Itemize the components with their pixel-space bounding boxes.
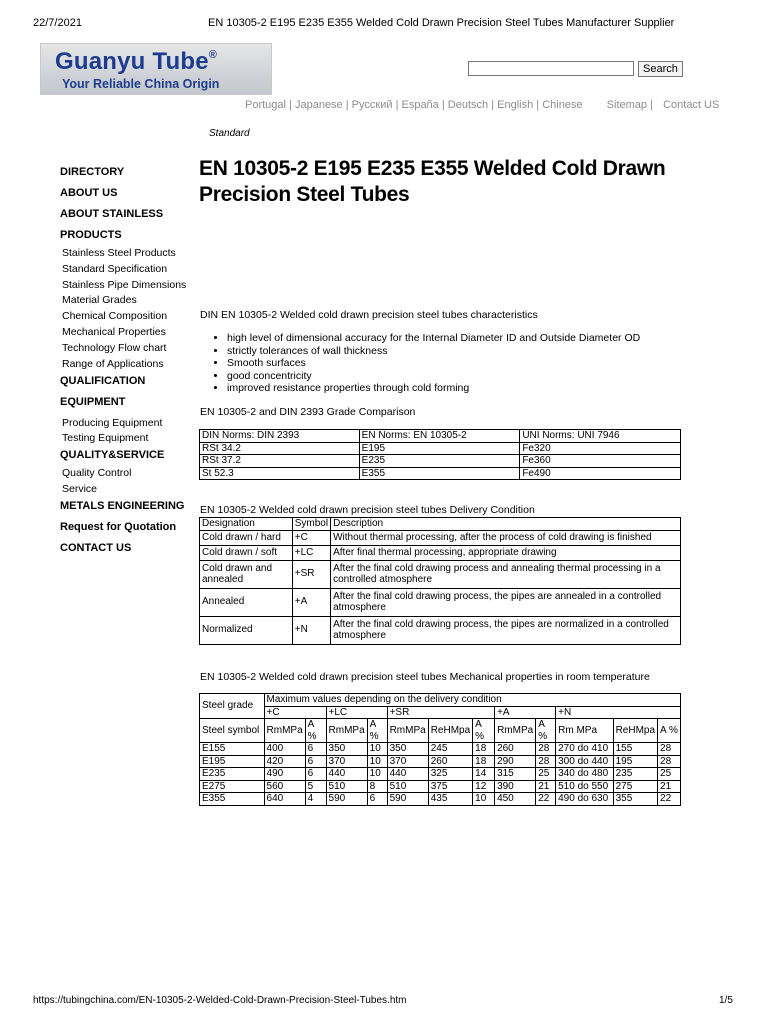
table-header-row bbox=[200, 694, 681, 707]
table-header-cell: RmMPa bbox=[387, 719, 428, 743]
table-cell: 350 bbox=[387, 743, 428, 756]
table-cell: RSt 37.2 bbox=[200, 455, 360, 468]
characteristics-list bbox=[200, 332, 640, 395]
table-cell: 12 bbox=[473, 780, 495, 793]
table-cell: 440 bbox=[326, 768, 367, 781]
table-cell: 10 bbox=[367, 768, 387, 781]
table-header-cell: ReHMpa bbox=[428, 719, 472, 743]
table-cell: 5 bbox=[305, 780, 326, 793]
table-cell: 350 bbox=[326, 743, 367, 756]
table-cell: 8 bbox=[367, 780, 387, 793]
intro-text: DIN EN 10305-2 Welded cold drawn precision steel tubes characteristics bbox=[200, 309, 538, 321]
sidebar-subitem-technology-flow-chart[interactable]: Technology Flow chart bbox=[62, 342, 167, 354]
sidebar-subitem-stainless-pipe-dimensions[interactable]: Stainless Pipe Dimensions bbox=[62, 279, 187, 291]
table-header-cell: Designation bbox=[200, 518, 293, 531]
list-item: • Smooth surfaces bbox=[227, 357, 640, 370]
table-cell: 400 bbox=[264, 743, 305, 756]
table-header-row bbox=[200, 518, 681, 531]
table-row bbox=[200, 455, 681, 468]
link-sep: | bbox=[650, 99, 653, 111]
table-cell: +LC bbox=[292, 545, 330, 560]
table-cell: Fe490 bbox=[520, 467, 681, 480]
table-cell: Cold drawn and annealed bbox=[200, 560, 293, 588]
table-cell: E155 bbox=[200, 743, 265, 756]
table-cell: 18 bbox=[473, 743, 495, 756]
table-cell: 195 bbox=[613, 755, 657, 768]
list-item: • strictly tolerances of wall thickness bbox=[227, 345, 640, 358]
table-cell: +A bbox=[292, 588, 330, 616]
table-header-cell: A % bbox=[658, 719, 681, 743]
sidebar-subitem-stainless-steel-products[interactable]: Stainless Steel Products bbox=[62, 247, 176, 259]
table-cell: 640 bbox=[264, 793, 305, 806]
sidebar-subitem-mechanical-properties[interactable]: Mechanical Properties bbox=[62, 326, 166, 338]
table-cell: 10 bbox=[367, 755, 387, 768]
table-cell: 290 bbox=[495, 755, 536, 768]
sidebar-subitem-service[interactable]: Service bbox=[62, 483, 98, 495]
table-cell: 420 bbox=[264, 755, 305, 768]
lang-english[interactable]: English bbox=[497, 99, 534, 111]
sidebar-item-metals-engineering[interactable]: METALS ENGINEERING bbox=[60, 500, 185, 512]
table-cell: After the final cold drawing process, the pipes are normalized in a controlled atmosphere bbox=[331, 616, 681, 644]
table-header-cell: Description bbox=[331, 518, 681, 531]
lang-russian[interactable]: Русский bbox=[351, 99, 393, 111]
table-row bbox=[200, 768, 681, 781]
list-item: • high level of dimensional accuracy for the Internal Diameter ID and Outside Diameter OD bbox=[227, 332, 640, 345]
table-header-cell: +N bbox=[556, 706, 681, 719]
table-cell: 235 bbox=[613, 768, 657, 781]
table-cell: 245 bbox=[428, 743, 472, 756]
lang-espana[interactable]: España bbox=[401, 99, 439, 111]
lang-sep: | bbox=[395, 99, 399, 111]
table-cell: 325 bbox=[428, 768, 472, 781]
sidebar-item-quality-service[interactable]: QUALITY&SERVICE bbox=[60, 449, 165, 461]
table-cell: 28 bbox=[536, 743, 556, 756]
table-cell: 6 bbox=[305, 755, 326, 768]
table-cell: 510 bbox=[326, 780, 367, 793]
sidebar-subitem-material-grades[interactable]: Material Grades bbox=[62, 294, 137, 306]
table-row bbox=[200, 530, 681, 545]
table-cell: 300 do 440 bbox=[556, 755, 613, 768]
print-url: https://tubingchina.com/EN-10305-2-Welded-Cold-Drawn-Precision-Steel-Tubes.htm bbox=[33, 995, 407, 1006]
page-title: EN 10305-2 E195 E235 E355 Welded Cold Drawn Precision Steel Tubes bbox=[199, 157, 666, 206]
sidebar-item-about-us[interactable]: ABOUT US bbox=[60, 187, 118, 199]
table-cell: 21 bbox=[658, 780, 681, 793]
table-cell: 14 bbox=[473, 768, 495, 781]
table-cell: 155 bbox=[613, 743, 657, 756]
delivery-condition-table bbox=[199, 517, 681, 645]
table-row bbox=[200, 588, 681, 616]
table-cell: 25 bbox=[658, 768, 681, 781]
table-row bbox=[200, 467, 681, 480]
site-logo[interactable] bbox=[40, 43, 272, 95]
table-cell: E235 bbox=[200, 768, 265, 781]
table-cell: 440 bbox=[387, 768, 428, 781]
table-cell: 590 bbox=[326, 793, 367, 806]
table-cell: 340 do 480 bbox=[556, 768, 613, 781]
table-cell: 435 bbox=[428, 793, 472, 806]
sidebar-subitem-chemical-composition[interactable]: Chemical Composition bbox=[62, 310, 168, 322]
table-header-cell: Symbol bbox=[292, 518, 330, 531]
mechanical-heading: EN 10305-2 Welded cold drawn precision steel tubes Mechanical properties in room temperature bbox=[200, 671, 650, 683]
table-cell: E275 bbox=[200, 780, 265, 793]
lang-portugal[interactable]: Portugal bbox=[245, 99, 286, 111]
delivery-heading: EN 10305-2 Welded cold drawn precision steel tubes Delivery Condition bbox=[200, 504, 535, 516]
table-cell: 10 bbox=[367, 743, 387, 756]
table-cell: Fe360 bbox=[520, 455, 681, 468]
table-cell: RSt 34.2 bbox=[200, 442, 360, 455]
table-row bbox=[200, 545, 681, 560]
table-cell: +N bbox=[292, 616, 330, 644]
table-header-cell: A % bbox=[367, 719, 387, 743]
table-cell: 510 do 550 bbox=[556, 780, 613, 793]
table-cell: 560 bbox=[264, 780, 305, 793]
table-row bbox=[200, 560, 681, 588]
logo-tagline: Your Reliable China Origin bbox=[62, 77, 220, 91]
table-header-cell: Steel symbol bbox=[200, 719, 265, 743]
table-cell: 28 bbox=[658, 755, 681, 768]
table-cell: E355 bbox=[359, 467, 520, 480]
table-cell: 260 bbox=[495, 743, 536, 756]
table-cell: 370 bbox=[387, 755, 428, 768]
lang-sep: | bbox=[345, 99, 349, 111]
print-page-number: 1/5 bbox=[719, 995, 733, 1006]
table-cell: After the final cold drawing process, the pipes are annealed in a controlled atmosphere bbox=[331, 588, 681, 616]
list-item: • good concentricity bbox=[227, 370, 640, 383]
table-cell: Cold drawn / hard bbox=[200, 530, 293, 545]
table-row bbox=[200, 780, 681, 793]
table-cell: 590 bbox=[387, 793, 428, 806]
table-cell: 10 bbox=[473, 793, 495, 806]
registered-mark: ® bbox=[208, 49, 218, 61]
table-row bbox=[200, 743, 681, 756]
table-cell: After the final cold drawing process and annealing thermal processing in a controlled atmosphere bbox=[331, 560, 681, 588]
table-cell: Fe320 bbox=[520, 442, 681, 455]
sidebar-subitem-range-of-applications[interactable]: Range of Applications bbox=[62, 358, 164, 370]
table-header-cell: UNI Norms: UNI 7946 bbox=[520, 430, 681, 443]
table-header-cell: ReHMpa bbox=[613, 719, 657, 743]
table-cell: +SR bbox=[292, 560, 330, 588]
table-header-cell: Steel grade bbox=[200, 694, 265, 719]
language-bar bbox=[245, 99, 719, 111]
mechanical-properties-table bbox=[199, 693, 681, 806]
table-cell: 490 bbox=[264, 768, 305, 781]
table-cell: Without thermal processing, after the process of cold drawing is finished bbox=[331, 530, 681, 545]
table-header-cell: RmMPa bbox=[326, 719, 367, 743]
table-header-cell: DIN Norms: DIN 2393 bbox=[200, 430, 360, 443]
sidebar-item-equipment[interactable]: EQUIPMENT bbox=[60, 396, 126, 408]
table-header-cell: +C bbox=[264, 706, 326, 719]
lang-sep: | bbox=[289, 99, 292, 111]
print-page-title: EN 10305-2 E195 E235 E355 Welded Cold Drawn Precision Steel Tubes Manufacturer Supplier bbox=[208, 17, 675, 29]
table-header-cell: +SR bbox=[387, 706, 494, 719]
table-cell: 275 bbox=[613, 780, 657, 793]
table-cell: E355 bbox=[200, 793, 265, 806]
table-header-cell: A % bbox=[305, 719, 326, 743]
table-cell: 21 bbox=[536, 780, 556, 793]
table-cell: 260 bbox=[428, 755, 472, 768]
table-row bbox=[200, 793, 681, 806]
sidebar-item-about-stainless[interactable]: ABOUT STAINLESS bbox=[60, 208, 164, 220]
logo-name: Guanyu Tube bbox=[55, 48, 209, 75]
sidebar-item-directory[interactable]: DIRECTORY bbox=[60, 166, 125, 178]
table-cell: Normalized bbox=[200, 616, 293, 644]
table-header-cell: RmMPa bbox=[264, 719, 305, 743]
table-cell: 22 bbox=[658, 793, 681, 806]
table-cell: 6 bbox=[305, 743, 326, 756]
table-header-row bbox=[200, 430, 681, 443]
sidebar-item-qualification[interactable]: QUALIFICATION bbox=[60, 375, 146, 387]
table-cell: 390 bbox=[495, 780, 536, 793]
table-header-cell: A % bbox=[536, 719, 556, 743]
table-cell: 355 bbox=[613, 793, 657, 806]
table-cell: 375 bbox=[428, 780, 472, 793]
table-cell: Cold drawn / soft bbox=[200, 545, 293, 560]
table-cell: 28 bbox=[536, 755, 556, 768]
sidebar-subitem-quality-control[interactable]: Quality Control bbox=[62, 467, 132, 479]
table-cell: St 52.3 bbox=[200, 467, 360, 480]
sidebar-subitem-producing-equipment[interactable]: Producing Equipment bbox=[62, 417, 163, 429]
table-header-cell: +LC bbox=[326, 706, 387, 719]
list-item: • improved resistance properties through cold forming bbox=[227, 382, 640, 395]
print-date: 22/7/2021 bbox=[33, 17, 82, 29]
sidebar-item-contact-us[interactable]: CONTACT US bbox=[60, 542, 132, 554]
table-cell: 450 bbox=[495, 793, 536, 806]
lang-deutsch[interactable]: Deutsch bbox=[447, 99, 489, 111]
sidebar-item-request-quotation[interactable]: Request for Quotation bbox=[60, 521, 177, 533]
table-cell: 18 bbox=[473, 755, 495, 768]
table-header-cell: A % bbox=[473, 719, 495, 743]
table-header-cell: EN Norms: EN 10305-2 bbox=[359, 430, 520, 443]
table-cell: 510 bbox=[387, 780, 428, 793]
table-cell: +C bbox=[292, 530, 330, 545]
table-cell: 4 bbox=[305, 793, 326, 806]
table-cell: E195 bbox=[359, 442, 520, 455]
table-cell: 25 bbox=[536, 768, 556, 781]
lang-sep: | bbox=[491, 99, 495, 111]
lang-japanese[interactable]: Japanese bbox=[294, 99, 343, 111]
lang-sep: | bbox=[536, 99, 540, 111]
contact-link[interactable]: Contact US bbox=[663, 99, 720, 111]
table-cell: Annealed bbox=[200, 588, 293, 616]
table-header-cell: +A bbox=[495, 706, 556, 719]
table-cell: 370 bbox=[326, 755, 367, 768]
breadcrumb[interactable]: Standard bbox=[209, 128, 250, 139]
table-header-cell: Rm MPa bbox=[556, 719, 613, 743]
table-header-row bbox=[200, 706, 681, 719]
table-cell: 315 bbox=[495, 768, 536, 781]
table-row bbox=[200, 755, 681, 768]
table-cell: 6 bbox=[305, 768, 326, 781]
grade-comparison-table bbox=[199, 429, 681, 480]
table-header-row bbox=[200, 719, 681, 743]
lang-sep: | bbox=[441, 99, 445, 111]
sidebar-subitem-testing-equipment[interactable]: Testing Equipment bbox=[62, 432, 149, 444]
table-row bbox=[200, 442, 681, 455]
table-cell: 6 bbox=[367, 793, 387, 806]
lang-chinese[interactable]: Chinese bbox=[542, 99, 583, 111]
table-header-cell: Maximum values depending on the delivery condition bbox=[264, 694, 680, 707]
sidebar-item-products[interactable]: PRODUCTS bbox=[60, 229, 122, 241]
table-cell: 490 do 630 bbox=[556, 793, 613, 806]
table-cell: 22 bbox=[536, 793, 556, 806]
sidebar-subitem-standard-specification[interactable]: Standard Specification bbox=[62, 263, 168, 275]
table-row bbox=[200, 616, 681, 644]
table-cell: After final thermal processing, appropriate drawing bbox=[331, 545, 681, 560]
sitemap-link[interactable]: Sitemap bbox=[606, 99, 648, 111]
table-cell: 270 do 410 bbox=[556, 743, 613, 756]
comparison-heading: EN 10305-2 and DIN 2393 Grade Comparison bbox=[200, 406, 416, 418]
search-button[interactable]: Search bbox=[638, 61, 683, 77]
table-cell: 28 bbox=[658, 743, 681, 756]
table-header-cell: RmMPa bbox=[495, 719, 536, 743]
table-cell: E195 bbox=[200, 755, 265, 768]
table-cell: E235 bbox=[359, 455, 520, 468]
search-input[interactable] bbox=[468, 61, 634, 76]
